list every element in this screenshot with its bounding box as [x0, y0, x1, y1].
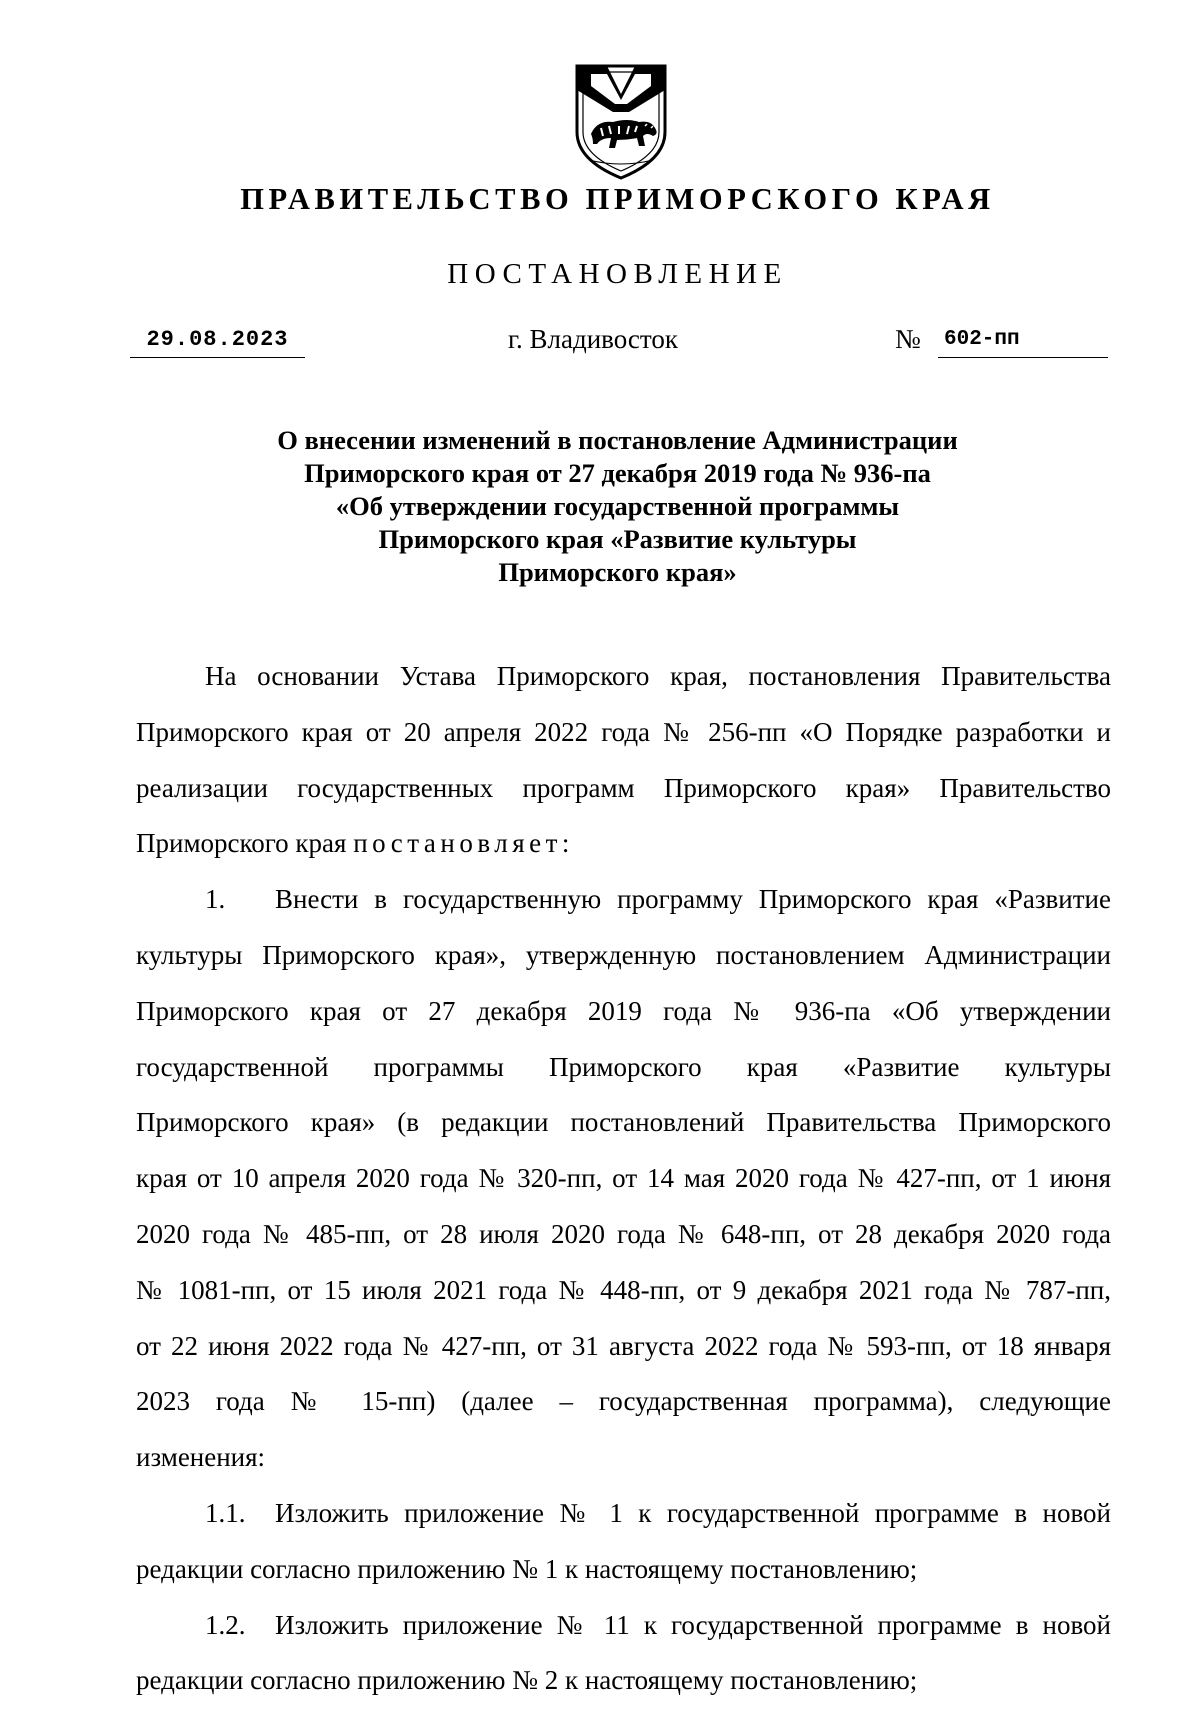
item-heading-line	[136, 1486, 1111, 1542]
item-first-line: Изложить приложение № 1 к государственной программе в новой	[275, 1497, 1111, 1528]
item-number: 1.1.	[205, 1497, 246, 1528]
body-line: Приморского края» (в редакции постановлений Правительства Приморского	[136, 1107, 1111, 1138]
title-line: Приморского края»	[498, 557, 737, 587]
organization-name: ПРАВИТЕЛЬСТВО ПРИМОРСКОГО КРАЯ	[240, 182, 995, 216]
body-line: редакции согласно приложению № 2 к настоящему постановлению;	[136, 1665, 918, 1696]
preamble-last: Приморского края	[136, 828, 354, 859]
title-line: Приморского края от 27 декабря 2019 года № 936-па	[304, 458, 931, 488]
document-number: 602-пп	[944, 328, 1020, 351]
body-line: Приморского края от 20 апреля 2022 года № 256-пп «О Порядке разработки и	[136, 716, 1111, 747]
body-line: редакции согласно приложению № 1 к настоящему постановлению;	[136, 1553, 918, 1584]
body-line: изменения:	[136, 1442, 266, 1473]
primorsky-krai-coat-of-arms-icon	[567, 60, 675, 184]
body-line: государственной программы Приморского края «Развитие культуры	[136, 1051, 1111, 1082]
document-body	[136, 649, 1111, 1709]
body-line	[136, 816, 1111, 872]
document-title	[200, 424, 1035, 589]
body-line: На основании Устава Приморского края, постановления Правительства	[205, 661, 1111, 691]
body-line: 2023 года № 15-пп) (далее – государственная программа), следующие	[136, 1386, 1111, 1417]
item-heading-line	[136, 1598, 1111, 1654]
body-line: края от 10 апреля 2020 года № 320-пп, от 14 мая 2020 года № 427-пп, от 1 июня	[136, 1163, 1111, 1194]
item-number: 1.2.	[205, 1609, 246, 1640]
number-sign: №	[895, 324, 921, 354]
body-line: культуры Приморского края», утвержденную постановлением Администрации	[136, 939, 1111, 970]
decree-word: постановляет:	[353, 828, 574, 859]
title-line: О внесении изменений в постановление Администрации	[277, 425, 958, 455]
item-number: 1.	[205, 884, 226, 915]
body-line: от 22 июня 2022 года № 427-пп, от 31 августа 2022 года № 593-пп, от 18 января	[136, 1330, 1111, 1361]
document-type: ПОСТАНОВЛЕНИЕ	[447, 258, 788, 290]
document-number-field	[938, 323, 1108, 358]
document-city: г. Владивосток	[508, 324, 678, 354]
body-line: реализации государственных программ Приморского края» Правительство	[136, 772, 1111, 803]
item-first-line: Изложить приложение № 11 к государственной программе в новой	[275, 1609, 1111, 1640]
body-line: 2020 года № 485-пп, от 28 июля 2020 года № 648-пп, от 28 декабря 2020 года	[136, 1218, 1111, 1249]
title-line: «Об утверждении государственной программы	[335, 491, 900, 521]
item-heading-line	[136, 872, 1111, 928]
body-line: № 1081-пп, от 15 июля 2021 года № 448-пп, от 9 декабря 2021 года № 787-пп,	[136, 1274, 1111, 1305]
body-line: Приморского края от 27 декабря 2019 года № 936-па «Об утверждении	[136, 995, 1111, 1026]
document-date: 29.08.2023	[130, 323, 305, 358]
item-first-line: Внести в государственную программу Приморского края «Развитие	[275, 884, 1111, 915]
title-line: Приморского края «Развитие культуры	[378, 524, 857, 554]
